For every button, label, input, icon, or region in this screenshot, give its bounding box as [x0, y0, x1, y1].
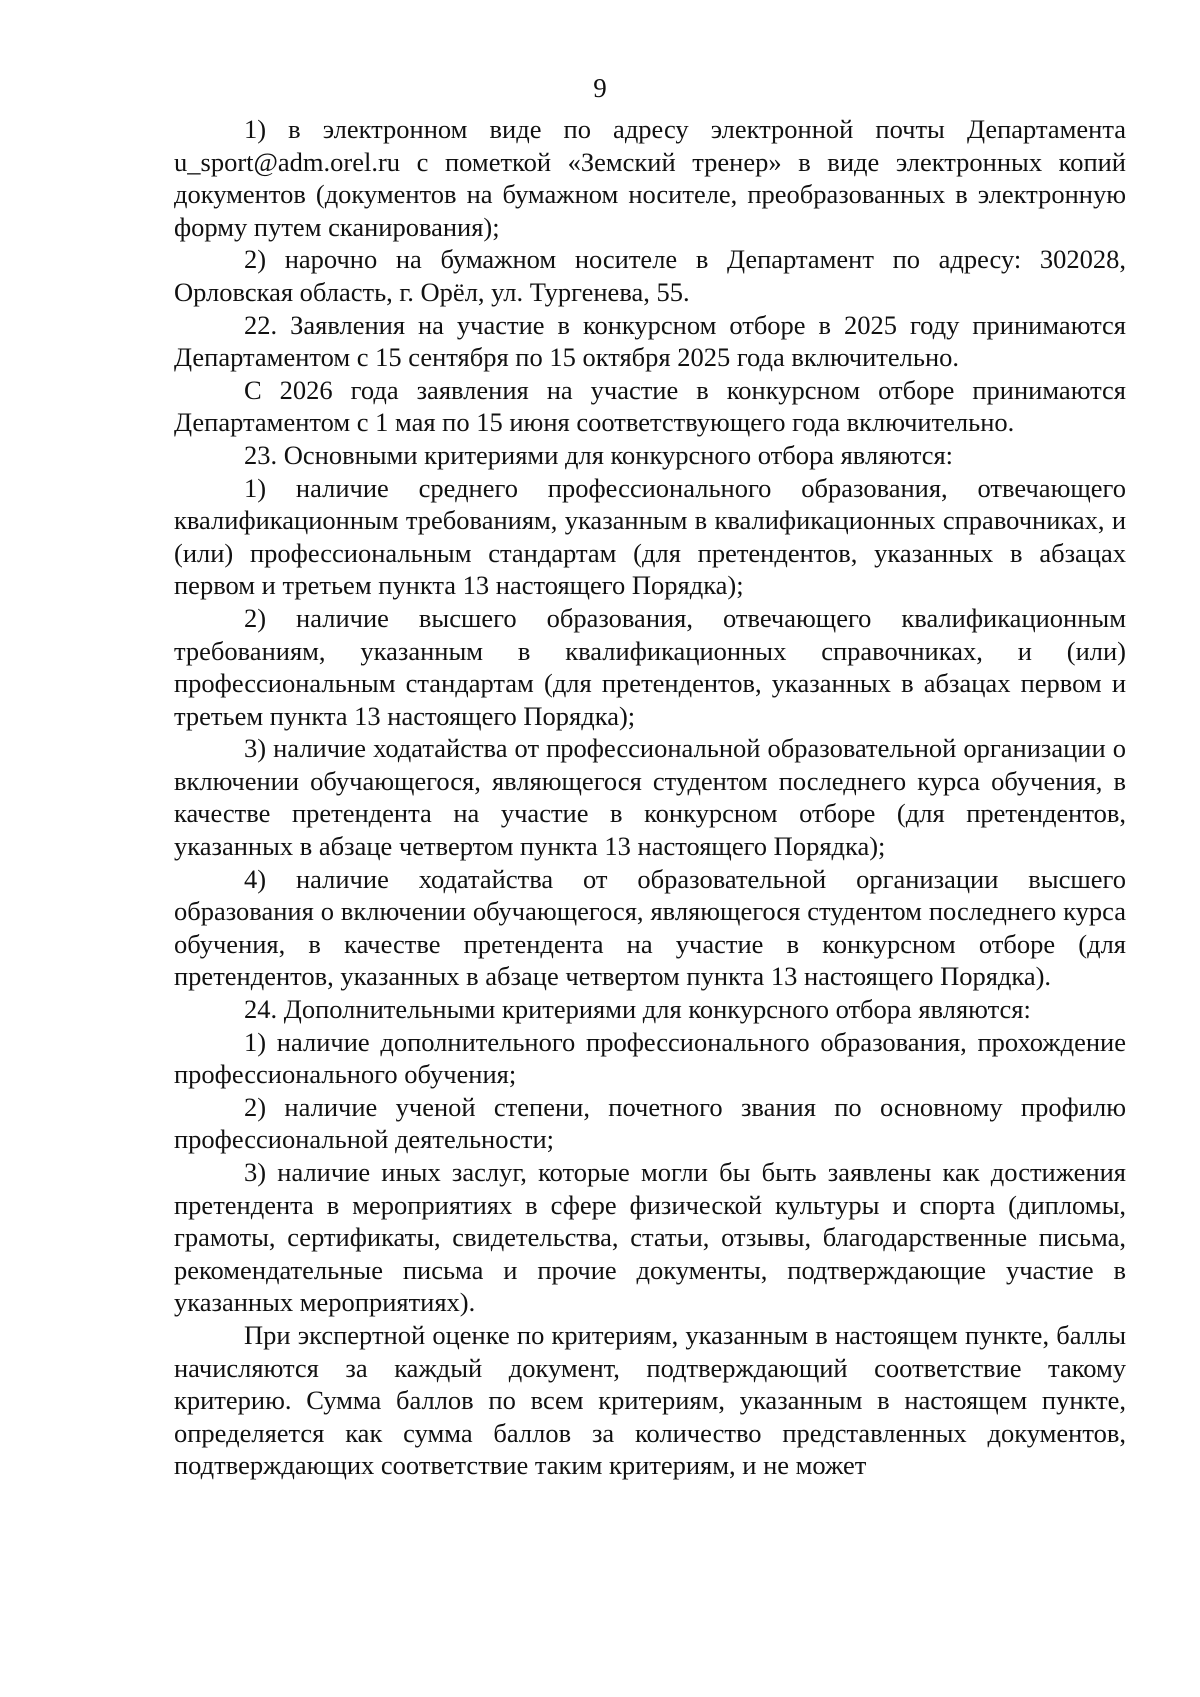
page-number: 9: [593, 73, 607, 103]
paragraph-criterion-higher-education: 2) наличие высшего образования, отвечающего квалификационным требованиям, указанным в квалификационных справочниках, и (или) профессиональным стандартам (для претендентов, указанных в абзацах первом и третьем пункта 13 настоящего Порядка);: [174, 602, 1126, 731]
paragraph-additional-education: 1) наличие дополнительного профессионального образования, прохождение профессионального обучения;: [174, 1026, 1126, 1090]
paragraph-criterion-vocational-petition: 3) наличие ходатайства от профессиональной образовательной организации о включении обучающегося, являющегося студентом последнего курса обучения, в качестве претендента на участие в конкурсном отборе (для претендентов, указанных в абзаце четвертом пункта 13 настоящего Порядка);: [174, 733, 1126, 862]
paragraph-expert-evaluation: При экспертной оценке по критериям, указанным в настоящем пункте, баллы начисляются за каждый документ, подтверждающий соответствие такому критерию. Сумма баллов по всем критериям, указанным в настоящем пункте, определяется как сумма баллов за количество представленных документов, подтверждающих соответствие таким критериям, и не может: [174, 1319, 1126, 1481]
paragraph-item-23: 23. Основными критериями для конкурсного отбора являются:: [244, 439, 954, 470]
paragraph-criterion-university-petition: 4) наличие ходатайства от образовательной организации высшего образования о включении обучающегося, являющегося студентом последнего курса обучения, в качестве претендента на участие в конкурсном отборе (для претендентов, указанных в абзаце четвертом пункта 13 настоящего Порядка).: [174, 863, 1126, 992]
paragraph-item-22: 22. Заявления на участие в конкурсном отборе в 2025 году принимаются Департаментом с 15 сентября по 15 октября 2025 года включительно.: [174, 309, 1126, 373]
paragraph-paper-submission: 2) нарочно на бумажном носителе в Департамент по адресу: 302028, Орловская область, г. Орёл, ул. Тургенева, 55.: [174, 244, 1126, 307]
paragraph-from-2026: С 2026 года заявления на участие в конкурсном отборе принимаются Департаментом с 1 мая по 15 июня соответствующего года включительно.: [174, 374, 1126, 438]
paragraph-other-merits: 3) наличие иных заслуг, которые могли бы быть заявлены как достижения претендента в мероприятиях в сфере физической культуры и спорта (дипломы, грамоты, сертификаты, свидетельства, статьи, отзывы, благодарственные письма, рекомендательные письма и прочие документы, подтверждающие участие в указанных мероприятиях).: [174, 1157, 1126, 1318]
paragraph-item-24: 24. Дополнительными критериями для конкурсного отбора являются:: [244, 994, 1031, 1025]
paragraph-academic-degree: 2) наличие ученой степени, почетного звания по основному профилю профессиональной деятельности;: [174, 1091, 1126, 1155]
paragraph-email-submission: 1) в электронном виде по адресу электронной почты Департамента u_sport@adm.orel.ru с пометкой «Земский тренер» в виде электронных копий документов (документов на бумажном носителе, преобразованных в электронную форму путем сканирования);: [174, 114, 1126, 242]
document-body: [174, 113, 1126, 1482]
paragraph-criterion-secondary-education: 1) наличие среднего профессионального образования, отвечающего квалификационным требованиям, указанным в квалификационных справочниках, и (или) профессиональным стандартам (для претендентов, указанных в абзацах первом и третьем пункта 13 настоящего Порядка);: [174, 472, 1126, 601]
